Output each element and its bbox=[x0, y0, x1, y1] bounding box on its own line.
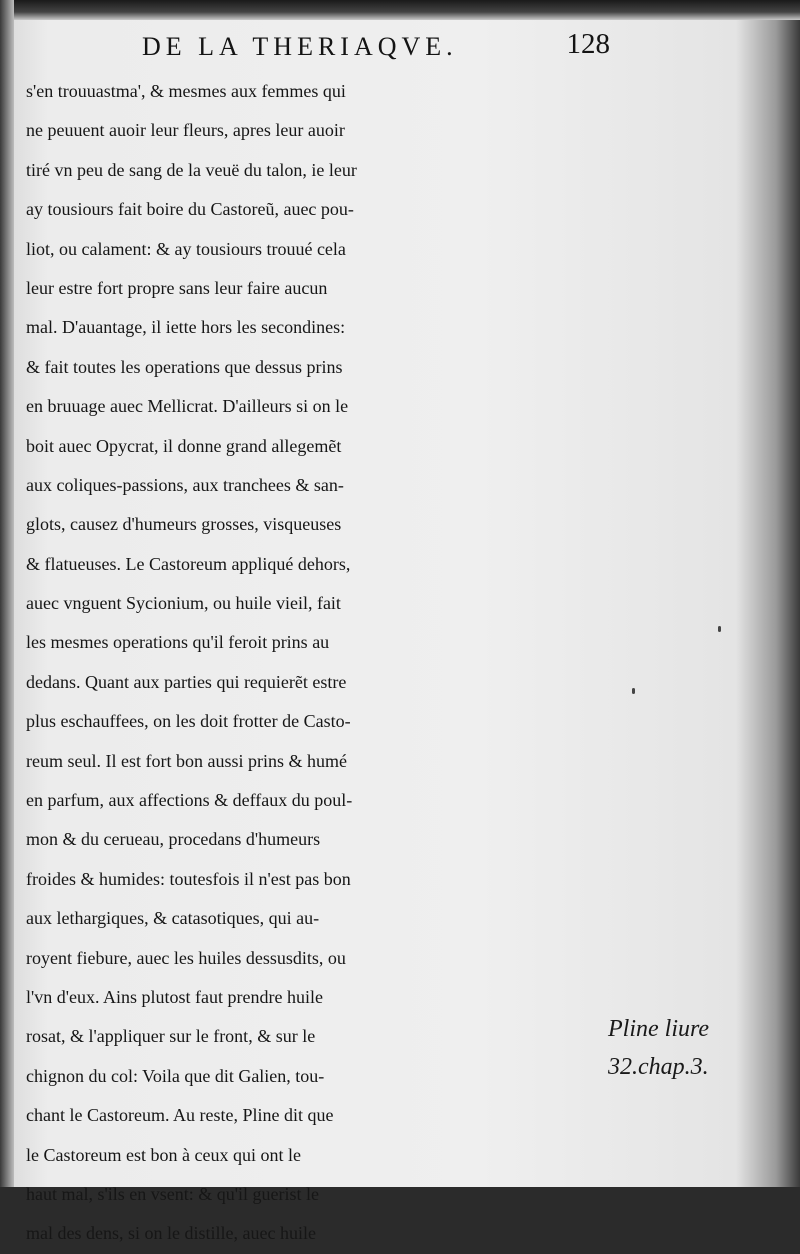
text-line: ay tousiours fait boire du Castoreũ, auec pou- bbox=[26, 199, 354, 220]
text-line: plus eschauffees, on les doit frotter de Casto- bbox=[26, 711, 351, 732]
text-line: mon & du cerueau, procedans d'humeurs bbox=[26, 829, 321, 850]
text-line: boit auec Opycrat, il donne grand allegemẽt bbox=[26, 435, 342, 456]
text-line: & fait toutes les operations que dessus prins bbox=[26, 356, 343, 377]
text-line: glots, causez d'humeurs grosses, visqueuses bbox=[26, 514, 342, 535]
text-line: aux lethargiques, & catasotiques, qui au- bbox=[26, 908, 320, 929]
text-line: haut mal, s'ils en vsent: & qu'il guerist le bbox=[26, 1183, 319, 1204]
text-line: ne peuuent auoir leur fleurs, apres leur auoir bbox=[26, 120, 345, 141]
page-left-edge bbox=[0, 0, 14, 1187]
ink-speck bbox=[718, 626, 721, 632]
text-line: auec vnguent Sycionium, ou huile vieil, fait bbox=[26, 593, 341, 614]
text-line: en parfum, aux affections & deffaux du poul- bbox=[26, 790, 353, 811]
text-line: liot, ou calament: & ay tousiours trouué cela bbox=[26, 238, 346, 259]
text-line: reum seul. Il est fort bon aussi prins & humé bbox=[26, 750, 347, 771]
page-header bbox=[130, 30, 610, 70]
text-line: en bruuage auec Mellicrat. D'ailleurs si on le bbox=[26, 396, 349, 417]
text-line: froides & humides: toutesfois il n'est pas bon bbox=[26, 868, 351, 889]
text-line: l'vn d'eux. Ains plutost faut prendre huile bbox=[26, 986, 323, 1007]
text-line: & flatueuses. Le Castoreum appliqué dehors, bbox=[26, 553, 351, 574]
text-line: dedans. Quant aux parties qui requierẽt estre bbox=[26, 671, 347, 692]
text-line: mal. D'auantage, il iette hors les secondines: bbox=[26, 317, 346, 338]
page-number: 128 bbox=[566, 28, 610, 60]
page-top-edge bbox=[0, 0, 800, 20]
running-head: DE LA THERIAQVE. bbox=[142, 32, 458, 61]
text-line: aux coliques-passions, aux tranchees & san- bbox=[26, 474, 344, 495]
margin-note-line: 32.chap.3. bbox=[608, 1054, 709, 1080]
text-line: s'en trouuastma', & mesmes aux femmes qui bbox=[26, 81, 346, 101]
text-line: chignon du col: Voila que dit Galien, tou- bbox=[26, 1065, 325, 1086]
text-line: chant le Castoreum. Au reste, Pline dit que bbox=[26, 1105, 334, 1126]
text-line: tiré vn peu de sang de la veuë du talon, ie leur bbox=[26, 159, 357, 180]
text-line: mal des dens, si on le distille, auec huile bbox=[26, 1223, 316, 1244]
text-line: leur estre fort propre sans leur faire aucun bbox=[26, 277, 328, 298]
text-line: le Castoreum est bon à ceux qui ont le bbox=[26, 1144, 301, 1165]
body-text bbox=[26, 72, 616, 1254]
margin-note bbox=[608, 1010, 798, 1086]
text-line: royent fiebure, auec les huiles dessusdits, ou bbox=[26, 947, 346, 968]
text-line: les mesmes operations qu'il feroit prins au bbox=[26, 632, 330, 653]
text-line: rosat, & l'appliquer sur le front, & sur le bbox=[26, 1026, 316, 1047]
ink-speck bbox=[632, 688, 635, 694]
margin-note-line: Pline liure bbox=[608, 1016, 710, 1042]
